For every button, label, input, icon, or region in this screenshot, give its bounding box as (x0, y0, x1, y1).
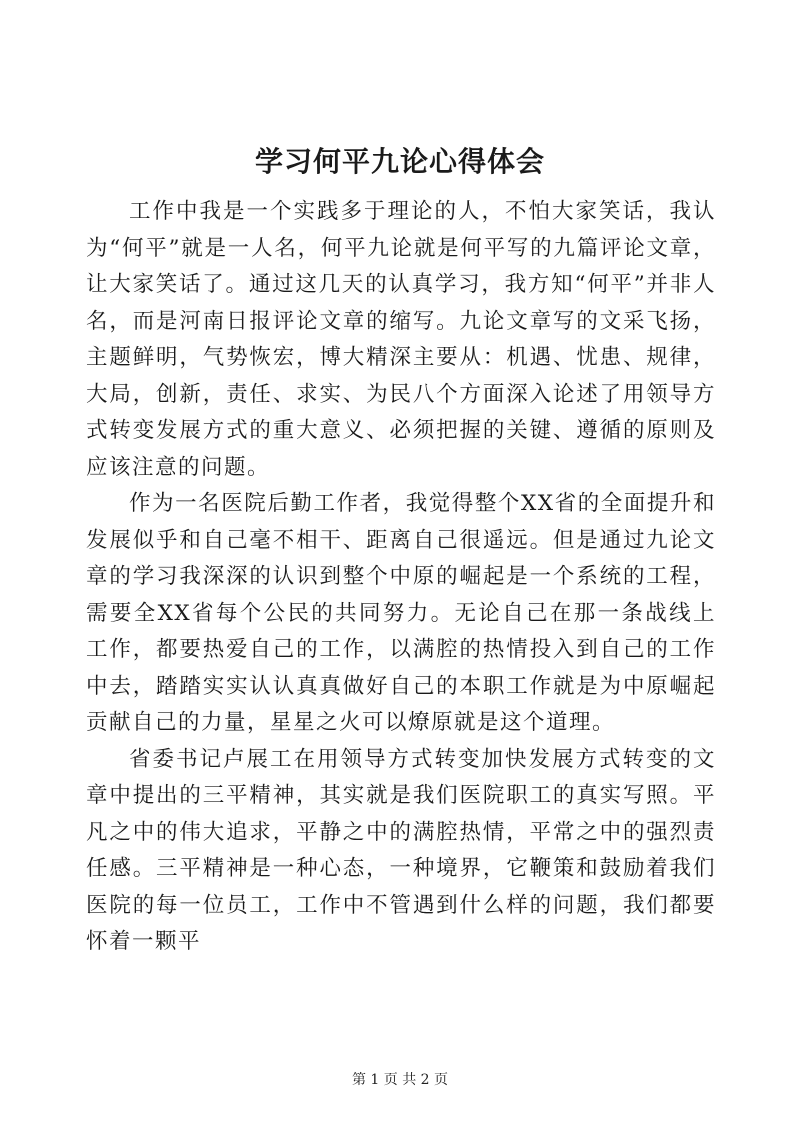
paragraph-2: 作为一名医院后勤工作者，我觉得整个XX省的全面提升和发展似乎和自己毫不相干、距离自己很遥远。但是通过九论文章的学习我深深的认识到整个中原的崛起是一个系统的工程，需要全XX省每个公民的共同努力。无论自己在那一条战线上工作，都要热爱自己的工作，以满腔的热情投入到自己的工作中去，踏踏实实认认真真做好自己的本职工作就是为中原崛起贡献自己的力量，星星之火可以燎原就是这个道理。 (86, 491, 716, 735)
page-footer: 第 1 页 共 2 页 (351, 1072, 449, 1088)
paragraph-1: 工作中我是一个实践多于理论的人，不怕大家笑话，我认为“何平”就是一人名，何平九论就是何平写的九篇评论文章，让大家笑话了。通过这几天的认真学习，我方知“何平”并非人名，而是河南日报评论文章的缩写。九论文章写的文采飞扬，主题鲜明，气势恢宏，博大精深主要从：机遇、忧患、规律，大局，创新，责任、求实、为民八个方面深入论述了用领导方式转变发展方式的重大意义、必须把握的关键、遵循的原则及应该注意的问题。 (86, 199, 716, 480)
document-title: 学习何平九论心得体会 (254, 145, 545, 178)
document-body (86, 194, 716, 961)
paragraph-3: 省委书记卢展工在用领导方式转变加快发展方式转变的文章中提出的三平精神，其实就是我们医院职工的真实写照。平凡之中的伟大追求，平静之中的满腔热情，平常之中的强烈责任感。三平精神是一种心态，一种境界，它鞭策和鼓励着我们医院的每一位员工，工作中不管遇到什么样的问题，我们都要怀着一颗平 (86, 746, 716, 954)
